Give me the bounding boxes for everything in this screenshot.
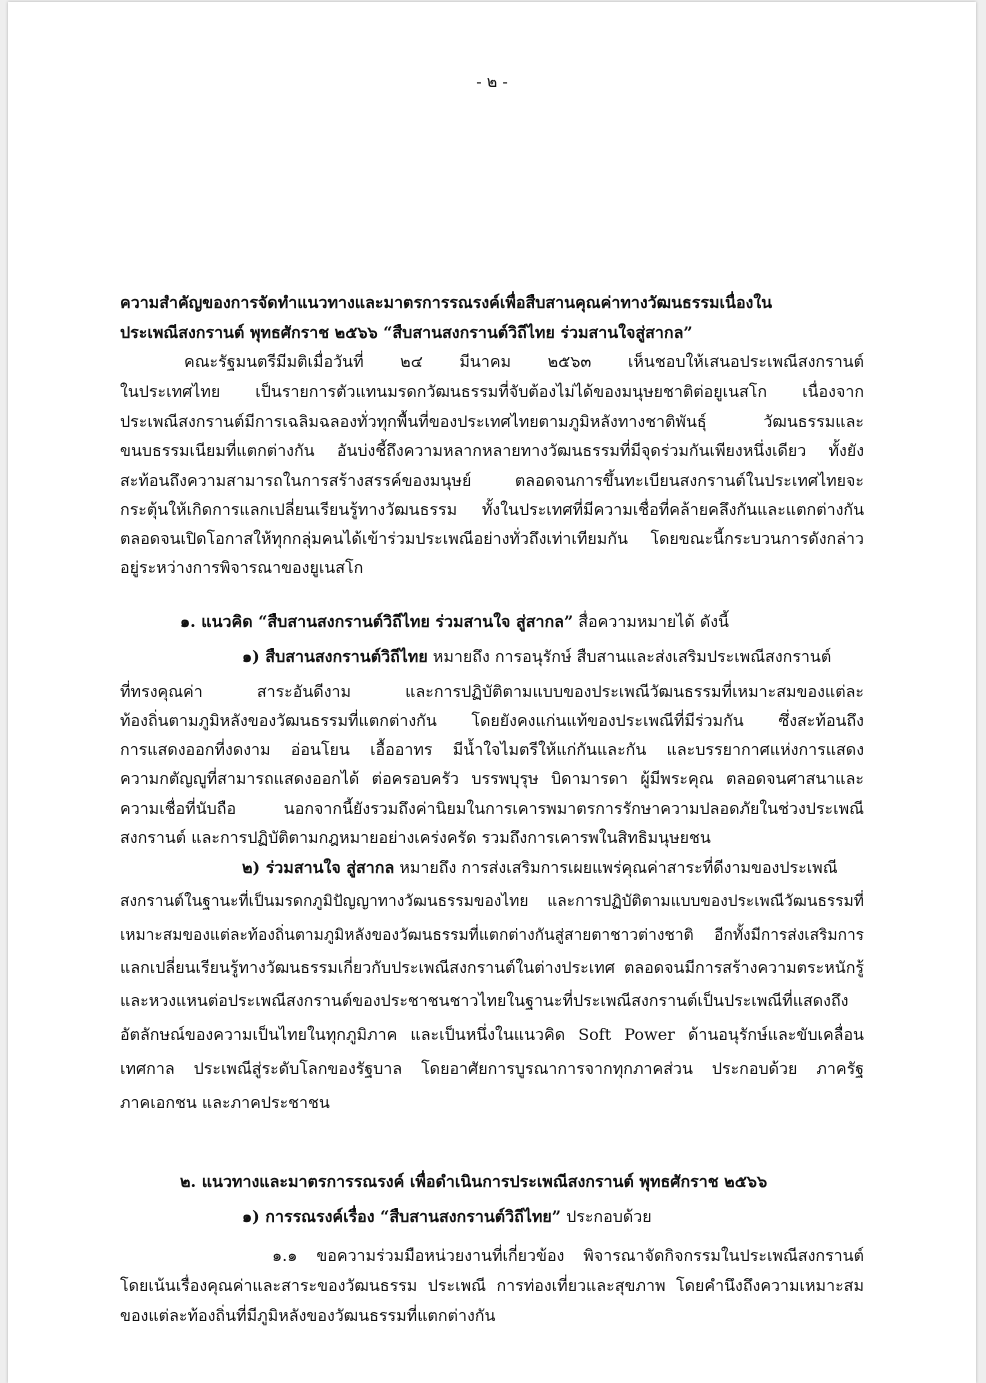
intro-line: คณะรัฐมนตรีมีมติเมื่อวันที่ ๒๔ มีนาคม ๒๕๖๓ เห็นชอบให้เสนอประเพณีสงกรานต์: [184, 352, 864, 371]
item-1-line: สงกรานต์ และการปฏิบัติตามกฎหมายอย่างเคร่งครัด รวมถึงการเคารพในสิทธิมนุษยชน: [120, 828, 711, 847]
intro-line: ในประเทศไทย เป็นรายการตัวแทนมรดกวัฒนธรรมที่จับต้องไม่ได้ของมนุษยชาติต่อยูเนสโก เนื่องจาก: [120, 382, 864, 401]
title-line-2: ประเพณีสงกรานต์ พุทธศักราช ๒๕๖๖ “สืบสานสงกรานต์วิถีไทย ร่วมสานใจสู่สากล”: [120, 323, 693, 342]
intro-line: กระตุ้นให้เกิดการแลกเปลี่ยนเรียนรู้ทางวัฒนธรรม ทั้งในประเทศที่มีความเชื่อที่คล้ายคลึงกันและแตกต่างกัน: [120, 500, 864, 519]
item-1-line: ที่ทรงคุณค่า สาระอันดีงาม และการปฏิบัติตามแบบของประเพณีวัฒนธรรมที่เหมาะสมของแต่ละ: [120, 682, 864, 701]
item-2-line: เทศกาล ประเพณีสู่ระดับโลกของรัฐบาล โดยอาศัยการบูรณาการจากทุกภาคส่วน ประกอบด้วย ภาครัฐ: [120, 1059, 864, 1078]
intro-line: สะท้อนถึงความสามารถในการสร้างสรรค์ของมนุษย์ ตลอดจนการขึ้นทะเบียนสงกรานต์ในประเทศไทยจะ: [120, 471, 864, 490]
item-2-line: และหวงแหนต่อประเพณีสงกรานต์ของประชาชนชาวไทยในฐานะที่ประเพณีสงกรานต์เป็นประเพณีที่แสดงถึง: [120, 991, 849, 1010]
section-1-heading: [180, 610, 729, 634]
item-2-line: ภาคเอกชน และภาคประชาชน: [120, 1093, 330, 1112]
section-1-heading-rest: สื่อความหมายได้ ดังนี้: [573, 612, 729, 631]
section-1-heading-bold: ๑. แนวคิด “สืบสานสงกรานต์วิถีไทย ร่วมสานใจ สู่สากล”: [180, 612, 574, 631]
section-2-item-1-lead: [242, 1205, 652, 1229]
sub-item-line: ของแต่ละท้องถิ่นที่มีภูมิหลังของวัฒนธรรมที่แตกต่างกัน: [120, 1306, 496, 1325]
intro-line: ประเพณีสงกรานต์มีการเฉลิมฉลองทั่วทุกพื้นที่ของประเทศไทยตามภูมิหลังทางชาติพันธุ์ วัฒนธรรมและ: [120, 412, 864, 431]
section-2-heading: ๒. แนวทางและมาตรการรณรงค์ เพื่อดำเนินการประเพณีสงกรานต์ พุทธศักราช ๒๕๖๖: [180, 1172, 768, 1191]
intro-line: ขนบธรรมเนียมที่แตกต่างกัน อันบ่งชี้ถึงความหลากหลายทางวัฒนธรรมที่มีจุดร่วมกันเพียงหนึ่งเดียว ทั้งยัง: [120, 441, 864, 460]
title-line-1: ความสำคัญของการจัดทำแนวทางและมาตรการรณรงค์เพื่อสืบสานคุณค่าทางวัฒนธรรมเนื่องใน: [120, 293, 773, 312]
section-1-item-1-lead: [242, 645, 831, 669]
section-1-item-2-lead: [242, 856, 838, 880]
item-2-line: อัตลักษณ์ของความเป็นไทยในทุกภูมิภาค และเป็นหนึ่งในแนวคิด Soft Power ด้านอนุรักษ์และขับเคลื่อน: [120, 1025, 864, 1044]
intro-line: ตลอดจนเปิดโอกาสให้ทุกกลุ่มคนได้เข้าร่วมประเพณีอย่างทั่วถึงเท่าเทียมกัน โดยขณะนี้กระบวนการดังกล่าว: [120, 529, 864, 548]
item-1-lead-text: หมายถึง การอนุรักษ์ สืบสานและส่งเสริมประเพณีสงกรานต์: [427, 647, 832, 666]
item-1-title: ๑) สืบสานสงกรานต์วิถีไทย: [242, 647, 428, 666]
item-1-line: การแสดงออกที่งดงาม อ่อนโยน เอื้ออาทร มีน้ำใจไมตรีให้แก่กันและกัน และบรรยากาศแห่งการแสดง: [120, 740, 864, 759]
section-2-item-1-title: ๑) การรณรงค์เรื่อง “สืบสานสงกรานต์วิถีไทย”: [242, 1207, 561, 1226]
item-2-line: สงกรานต์ในฐานะที่เป็นมรดกภูมิปัญญาทางวัฒนธรรมของไทย และการปฏิบัติตามแบบของประเพณีวัฒนธรรมที่: [120, 892, 864, 910]
item-2-title: ๒) ร่วมสานใจ สู่สากล: [242, 858, 395, 877]
sub-item-line: โดยเน้นเรื่องคุณค่าและสาระของวัฒนธรรม ประเพณี การท่องเที่ยวและสุขภาพ โดยคำนึงถึงความเหมาะสม: [120, 1276, 864, 1295]
item-1-line: ความกตัญญูที่สามารถแสดงออกได้ ต่อครอบครัว บรรพบุรุษ บิดามารดา ผู้มีพระคุณ ตลอดจนศาสนาและ: [120, 769, 864, 788]
document-page: [8, 2, 976, 1383]
item-2-line: เหมาะสมของแต่ละท้องถิ่นตามภูมิหลังของวัฒนธรรมที่แตกต่างกันสู่สายตาชาวต่างชาติ อีกทั้งมีการส่งเสริมการ: [120, 926, 864, 944]
sub-item-line: ๑.๑ ขอความร่วมมือหน่วยงานที่เกี่ยวข้อง พิจารณาจัดกิจกรรมในประเพณีสงกรานต์: [272, 1246, 864, 1265]
item-2-lead-text: หมายถึง การส่งเสริมการเผยแพร่คุณค่าสาระที่ดีงามของประเพณี: [394, 858, 838, 877]
section-2-item-1-rest: ประกอบด้วย: [561, 1207, 652, 1226]
item-1-line: ความเชื่อที่นับถือ นอกจากนี้ยังรวมถึงค่านิยมในการเคารพมาตรการรักษาความปลอดภัยในช่วงประเพณี: [120, 799, 864, 818]
page-number: - ๒ -: [476, 72, 508, 91]
item-2-line: แลกเปลี่ยนเรียนรู้ทางวัฒนธรรมเกี่ยวกับประเพณีสงกรานต์ในต่างประเทศ ตลอดจนมีการสร้างความตระหนักรู้: [120, 958, 864, 977]
intro-line: อยู่ระหว่างการพิจารณาของยูเนสโก: [120, 558, 364, 577]
item-1-line: ท้องถิ่นตามภูมิหลังของวัฒนธรรมที่แตกต่างกัน โดยยังคงแก่นแท้ของประเพณีที่มีร่วมกัน ซึ่งสะท้อนถึง: [120, 711, 864, 730]
